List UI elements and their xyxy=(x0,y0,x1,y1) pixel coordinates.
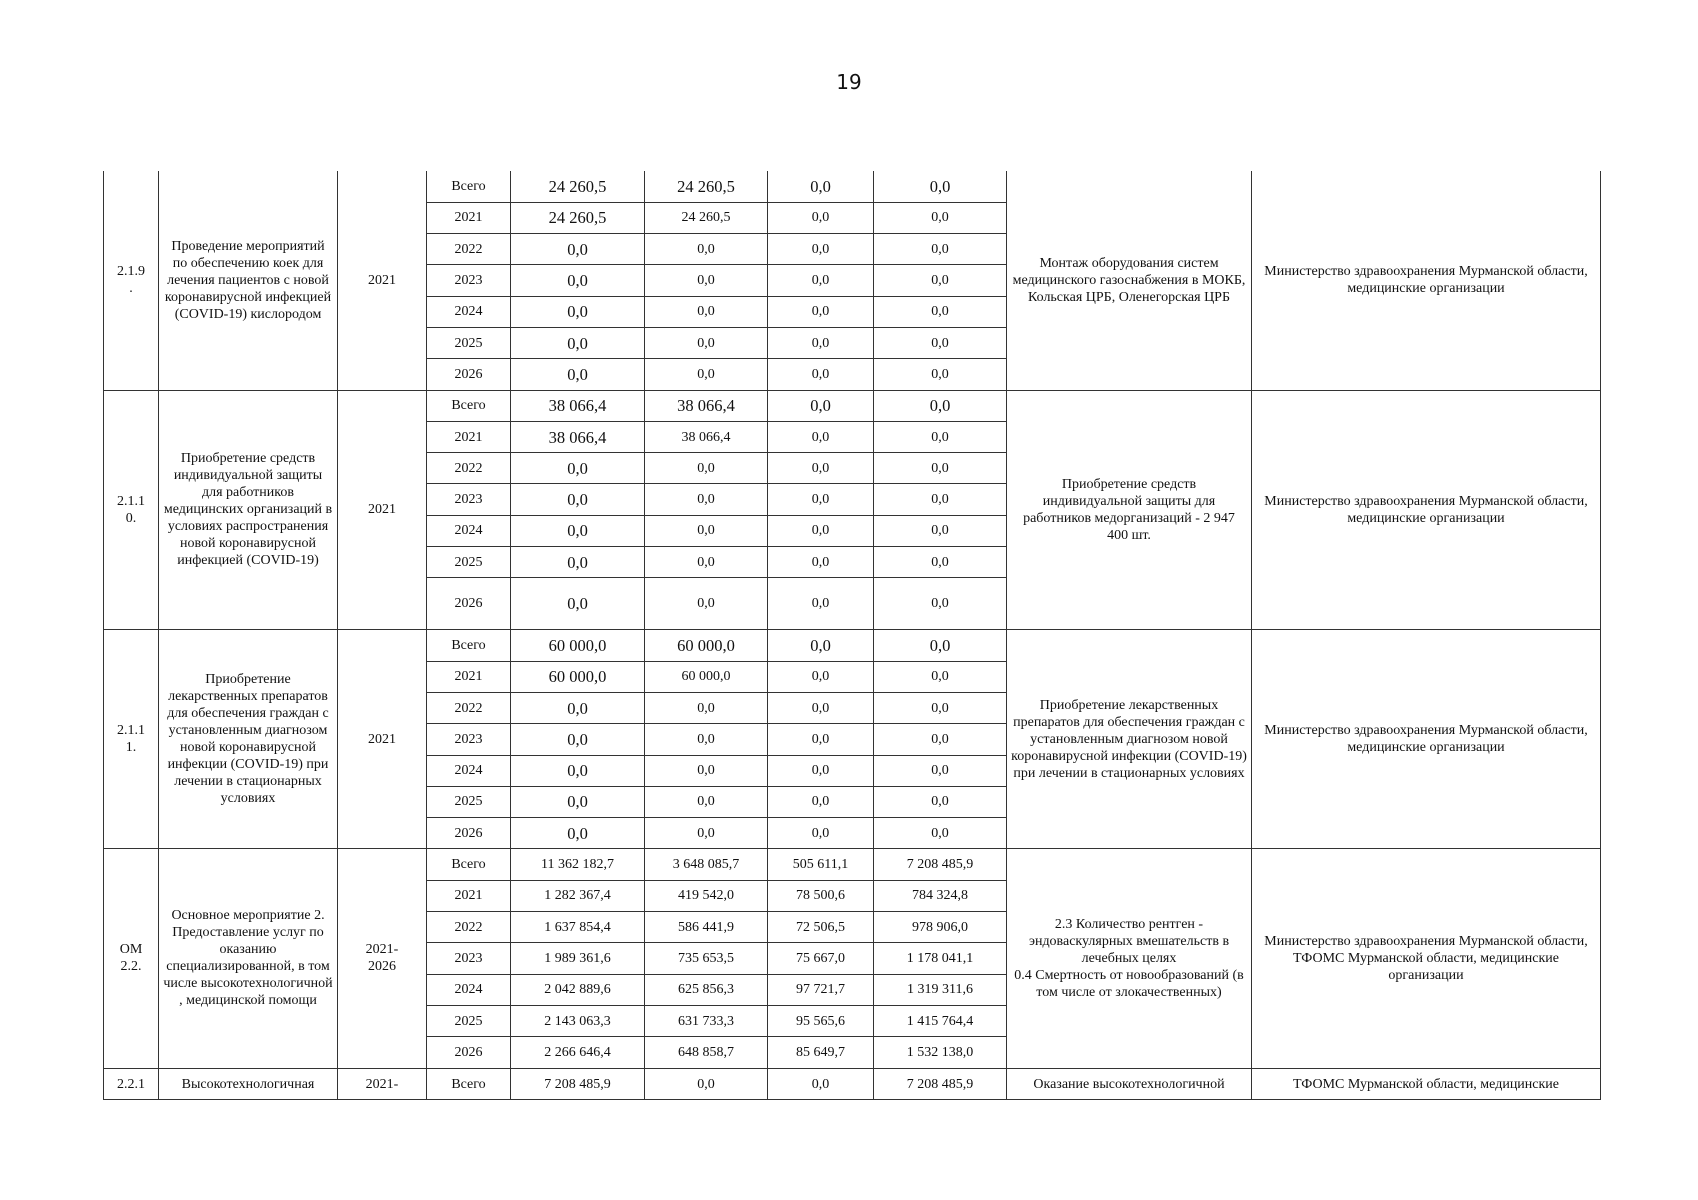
source-value: 1 319 311,6 xyxy=(874,974,1007,1005)
source-value: 0,0 xyxy=(874,630,1007,661)
source-value: 0,0 xyxy=(645,818,768,849)
responsible-executor: Министерство здравоохранения Мурманской области, ТФОМС Мурманской области, медицинские организации xyxy=(1252,849,1601,1068)
year-cell: 2021 xyxy=(427,202,511,233)
total-value: 2 042 889,6 xyxy=(511,974,645,1005)
activity-period: 2021- 2026 xyxy=(338,849,427,1068)
source-value: 0,0 xyxy=(768,202,874,233)
source-value: 0,0 xyxy=(874,171,1007,202)
year-cell: 2023 xyxy=(427,484,511,515)
table-row xyxy=(104,630,1601,661)
year-cell: Всего xyxy=(427,849,511,880)
expected-result: 2.3 Количество рентген - эндоваскулярных вмешательств в лечебных целях 0.4 Смертность от новообразований (в том числе от злокачественных) xyxy=(1007,849,1252,1068)
source-value: 1 178 041,1 xyxy=(874,943,1007,974)
source-value: 505 611,1 xyxy=(768,849,874,880)
year-cell: 2022 xyxy=(427,912,511,943)
responsible-executor: Министерство здравоохранения Мурманской области, медицинские организации xyxy=(1252,630,1601,849)
table-row xyxy=(104,171,1601,202)
source-value: 0,0 xyxy=(874,234,1007,265)
total-value: 0,0 xyxy=(511,234,645,265)
year-cell: 2026 xyxy=(427,578,511,630)
source-value: 0,0 xyxy=(768,359,874,390)
source-value: 97 721,7 xyxy=(768,974,874,1005)
source-value: 0,0 xyxy=(768,630,874,661)
source-value: 0,0 xyxy=(645,515,768,546)
total-value: 1 282 367,4 xyxy=(511,880,645,911)
source-value: 24 260,5 xyxy=(645,202,768,233)
year-cell: 2021 xyxy=(427,421,511,452)
source-value: 0,0 xyxy=(768,755,874,786)
total-value: 0,0 xyxy=(511,453,645,484)
source-value: 0,0 xyxy=(874,692,1007,723)
source-value: 0,0 xyxy=(645,359,768,390)
source-value: 0,0 xyxy=(768,724,874,755)
source-value: 0,0 xyxy=(768,515,874,546)
source-value: 72 506,5 xyxy=(768,912,874,943)
activity-name: Приобретение средств индивидуальной защиты для работников медицинских организаций в условиях распространения новой коронавирусной инфекцией (COVID-19) xyxy=(159,390,338,630)
expected-result: Приобретение лекарственных препаратов для обеспечения граждан с установленным диагнозом новой коронавирусной инфекции (COVID-19) при лечении в стационарных условиях xyxy=(1007,630,1252,849)
total-value: 0,0 xyxy=(511,265,645,296)
source-value: 0,0 xyxy=(768,484,874,515)
source-value: 0,0 xyxy=(768,818,874,849)
total-value: 0,0 xyxy=(511,515,645,546)
activity-code: 2.1.1 1. xyxy=(104,630,159,849)
total-value: 0,0 xyxy=(511,484,645,515)
year-cell: Всего xyxy=(427,630,511,661)
source-value: 0,0 xyxy=(645,1068,768,1099)
year-cell: 2024 xyxy=(427,296,511,327)
source-value: 95 565,6 xyxy=(768,1005,874,1036)
table-row xyxy=(104,849,1601,880)
total-value: 0,0 xyxy=(511,578,645,630)
source-value: 0,0 xyxy=(874,265,1007,296)
total-value: 24 260,5 xyxy=(511,202,645,233)
table-row xyxy=(104,390,1601,421)
source-value: 0,0 xyxy=(768,578,874,630)
total-value: 7 208 485,9 xyxy=(511,1068,645,1099)
source-value: 0,0 xyxy=(645,786,768,817)
year-cell: 2024 xyxy=(427,515,511,546)
source-value: 0,0 xyxy=(768,547,874,578)
source-value: 24 260,5 xyxy=(645,171,768,202)
source-value: 0,0 xyxy=(645,547,768,578)
responsible-executor: Министерство здравоохранения Мурманской области, медицинские организации xyxy=(1252,390,1601,630)
activity-code: 2.2.1 xyxy=(104,1068,159,1099)
source-value: 85 649,7 xyxy=(768,1037,874,1068)
source-value: 0,0 xyxy=(768,692,874,723)
source-value: 0,0 xyxy=(645,453,768,484)
source-value: 78 500,6 xyxy=(768,880,874,911)
total-value: 0,0 xyxy=(511,327,645,358)
year-cell: 2026 xyxy=(427,818,511,849)
total-value: 0,0 xyxy=(511,724,645,755)
source-value: 0,0 xyxy=(768,296,874,327)
source-value: 1 532 138,0 xyxy=(874,1037,1007,1068)
source-value: 60 000,0 xyxy=(645,661,768,692)
activity-code: 2.1.1 0. xyxy=(104,390,159,630)
table-body xyxy=(104,171,1601,1099)
activity-period: 2021 xyxy=(338,171,427,390)
page-number: 19 xyxy=(836,70,862,94)
total-value: 1 989 361,6 xyxy=(511,943,645,974)
year-cell: Всего xyxy=(427,390,511,421)
expected-result: Оказание высокотехнологичной xyxy=(1007,1068,1252,1099)
source-value: 0,0 xyxy=(874,786,1007,817)
source-value: 0,0 xyxy=(874,202,1007,233)
source-value: 0,0 xyxy=(645,578,768,630)
year-cell: 2021 xyxy=(427,880,511,911)
total-value: 38 066,4 xyxy=(511,421,645,452)
source-value: 0,0 xyxy=(768,786,874,817)
source-value: 0,0 xyxy=(874,327,1007,358)
source-value: 0,0 xyxy=(768,1068,874,1099)
year-cell: 2024 xyxy=(427,755,511,786)
source-value: 38 066,4 xyxy=(645,421,768,452)
source-value: 0,0 xyxy=(768,453,874,484)
source-value: 0,0 xyxy=(874,453,1007,484)
total-value: 2 143 063,3 xyxy=(511,1005,645,1036)
activity-period: 2021 xyxy=(338,630,427,849)
expected-result: Монтаж оборудования систем медицинского газоснабжения в МОКБ, Кольская ЦРБ, Оленегорская ЦРБ xyxy=(1007,171,1252,390)
total-value: 38 066,4 xyxy=(511,390,645,421)
activity-period: 2021 xyxy=(338,390,427,630)
total-value: 0,0 xyxy=(511,786,645,817)
source-value: 0,0 xyxy=(768,265,874,296)
year-cell: 2024 xyxy=(427,974,511,1005)
source-value: 0,0 xyxy=(645,327,768,358)
total-value: 60 000,0 xyxy=(511,630,645,661)
source-value: 75 667,0 xyxy=(768,943,874,974)
total-value: 0,0 xyxy=(511,818,645,849)
source-value: 0,0 xyxy=(768,234,874,265)
source-value: 735 653,5 xyxy=(645,943,768,974)
activity-name: Основное мероприятие 2. Предоставление услуг по оказанию специализированной, в том числе высокотехнологичной , медицинской помощи xyxy=(159,849,338,1068)
responsible-executor: ТФОМС Мурманской области, медицинские xyxy=(1252,1068,1601,1099)
source-value: 1 415 764,4 xyxy=(874,1005,1007,1036)
source-value: 0,0 xyxy=(645,296,768,327)
source-value: 0,0 xyxy=(645,484,768,515)
source-value: 648 858,7 xyxy=(645,1037,768,1068)
source-value: 0,0 xyxy=(645,755,768,786)
source-value: 631 733,3 xyxy=(645,1005,768,1036)
source-value: 625 856,3 xyxy=(645,974,768,1005)
year-cell: 2023 xyxy=(427,265,511,296)
source-value: 0,0 xyxy=(874,547,1007,578)
year-cell: 2025 xyxy=(427,327,511,358)
source-value: 0,0 xyxy=(645,234,768,265)
total-value: 0,0 xyxy=(511,755,645,786)
activity-code: ОМ 2.2. xyxy=(104,849,159,1068)
source-value: 0,0 xyxy=(874,296,1007,327)
source-value: 0,0 xyxy=(768,421,874,452)
year-cell: 2023 xyxy=(427,724,511,755)
year-cell: 2026 xyxy=(427,359,511,390)
year-cell: 2022 xyxy=(427,453,511,484)
year-cell: 2022 xyxy=(427,234,511,265)
year-cell: Всего xyxy=(427,1068,511,1099)
year-cell: 2021 xyxy=(427,661,511,692)
source-value: 3 648 085,7 xyxy=(645,849,768,880)
source-value: 978 906,0 xyxy=(874,912,1007,943)
source-value: 0,0 xyxy=(768,327,874,358)
activity-name: Проведение мероприятий по обеспечению коек для лечения пациентов с новой коронавирусной инфекцией (COVID-19) кислородом xyxy=(159,171,338,390)
source-value: 0,0 xyxy=(768,171,874,202)
source-value: 0,0 xyxy=(768,390,874,421)
total-value: 0,0 xyxy=(511,359,645,390)
total-value: 60 000,0 xyxy=(511,661,645,692)
source-value: 0,0 xyxy=(768,661,874,692)
source-value: 7 208 485,9 xyxy=(874,849,1007,880)
source-value: 0,0 xyxy=(645,265,768,296)
activity-code: 2.1.9 . xyxy=(104,171,159,390)
total-value: 0,0 xyxy=(511,692,645,723)
total-value: 0,0 xyxy=(511,547,645,578)
source-value: 0,0 xyxy=(874,390,1007,421)
year-cell: 2025 xyxy=(427,786,511,817)
source-value: 0,0 xyxy=(645,724,768,755)
source-value: 586 441,9 xyxy=(645,912,768,943)
source-value: 419 542,0 xyxy=(645,880,768,911)
source-value: 7 208 485,9 xyxy=(874,1068,1007,1099)
year-cell: 2025 xyxy=(427,547,511,578)
total-value: 0,0 xyxy=(511,296,645,327)
year-cell: 2026 xyxy=(427,1037,511,1068)
source-value: 0,0 xyxy=(874,818,1007,849)
source-value: 0,0 xyxy=(874,661,1007,692)
source-value: 0,0 xyxy=(874,421,1007,452)
source-value: 0,0 xyxy=(874,359,1007,390)
year-cell: 2022 xyxy=(427,692,511,723)
source-value: 38 066,4 xyxy=(645,390,768,421)
total-value: 2 266 646,4 xyxy=(511,1037,645,1068)
activity-name: Высокотехнологичная xyxy=(159,1068,338,1099)
year-cell: 2025 xyxy=(427,1005,511,1036)
source-value: 0,0 xyxy=(874,515,1007,546)
program-activities-table xyxy=(103,171,1601,1100)
source-value: 0,0 xyxy=(874,755,1007,786)
table-row xyxy=(104,1068,1601,1099)
total-value: 11 362 182,7 xyxy=(511,849,645,880)
source-value: 0,0 xyxy=(874,578,1007,630)
year-cell: 2023 xyxy=(427,943,511,974)
source-value: 0,0 xyxy=(874,724,1007,755)
source-value: 784 324,8 xyxy=(874,880,1007,911)
responsible-executor: Министерство здравоохранения Мурманской области, медицинские организации xyxy=(1252,171,1601,390)
year-cell: Всего xyxy=(427,171,511,202)
expected-result: Приобретение средств индивидуальной защиты для работников медорганизаций - 2 947 400 шт. xyxy=(1007,390,1252,630)
total-value: 1 637 854,4 xyxy=(511,912,645,943)
source-value: 0,0 xyxy=(645,692,768,723)
source-value: 0,0 xyxy=(874,484,1007,515)
activity-name: Приобретение лекарственных препаратов для обеспечения граждан с установленным диагнозом новой коронавирусной инфекции (COVID-19) при лечении в стационарных условиях xyxy=(159,630,338,849)
total-value: 24 260,5 xyxy=(511,171,645,202)
activity-period: 2021- xyxy=(338,1068,427,1099)
source-value: 60 000,0 xyxy=(645,630,768,661)
